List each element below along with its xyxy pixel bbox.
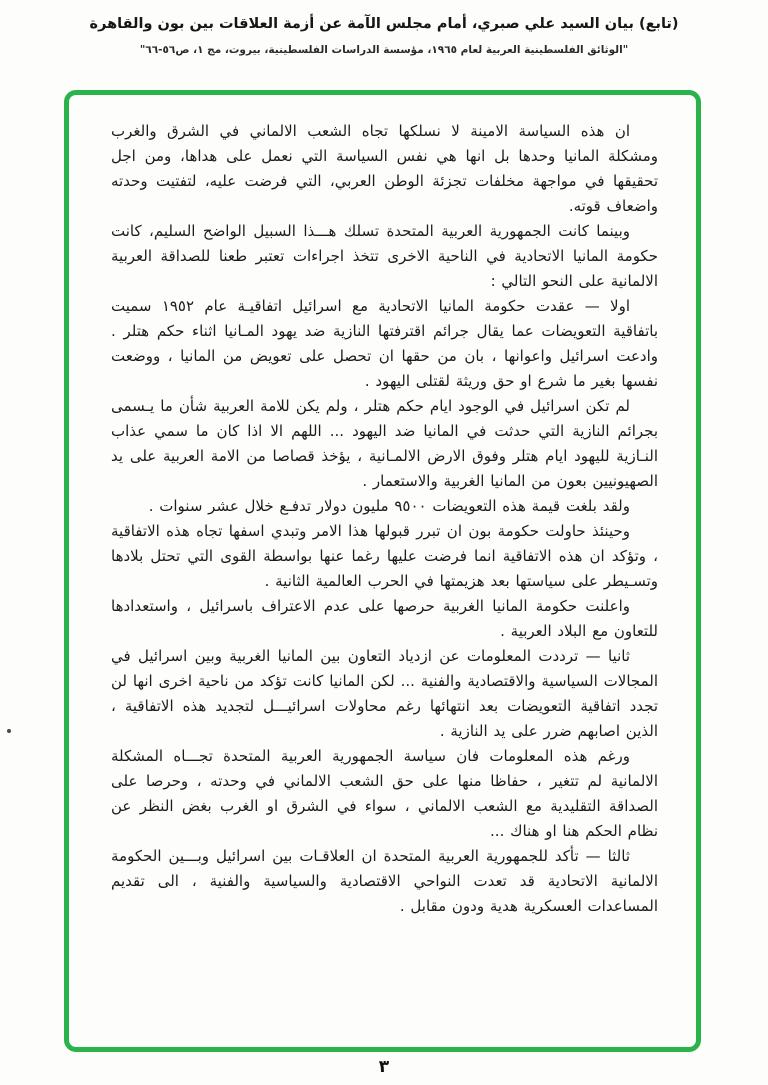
- document-header: [0, 16, 768, 56]
- header-title: (تابع) بيان السيد علي صبري، أمام مجلس الآمة عن أزمة العلاقات بين بون والقاهرة: [89, 16, 679, 32]
- paragraph: واعلنت حكومة المانيا الغربية حرصها على عدم الاعتراف باسرائيل ، واستعدادها للتعاون مع البلاد العربية .: [111, 597, 658, 640]
- paragraph: ثانيا — ترددت المعلومات عن ازدياد التعاون بين المانيا الغربية وبين اسرائيل في المجالات السياسية والاقتصادية والفنية ... لكن المانيا كانت تؤكد من ناحية اخرى انها لن تجدد اتفاقية التعويضات بعد انتهائها رغم محاولات اسرائيـــل لتجديد هذه الاتفاقية ، الذين اصابهم ضرر على يد النازية .: [111, 647, 658, 740]
- header-source-citation: "الوثائق الفلسطينية العربية لعام ١٩٦٥، مؤسسة الدراسات الفلسطينية، بيروت، مج ١، ص٥٦-٦٦": [139, 44, 629, 56]
- paragraph: اولا — عقدت حكومة المانيا الاتحادية مع اسرائيل اتفاقيـة عام ١٩٥٢ سميت باتفاقية التعويضات عما يقال جرائم اقترفتها النازية ضد يهود المـانيا اثناء حكم هتلر . وادعت اسرائيل واعوانها ، بان من حقها ان تحصل على تعويض من المانيا ، ووضعت نفسها بغير ما شرع او حق وريثة لقتلى اليهود .: [111, 297, 658, 390]
- scan-speck: [7, 729, 11, 733]
- paragraph: ثالثا — تأكد للجمهورية العربية المتحدة ان العلاقـات بين اسرائيل وبـــين الحكومة الالمانية الاتحادية قد تعدت النواحي الاقتصادية والسياسية والفنية ، الى تقديم المساعدات العسكرية هدية ودون مقابل .: [111, 847, 658, 915]
- paragraph: ورغم هذه المعلومات فان سياسة الجمهورية العربية المتحدة تجـــاه المشكلة الالمانية لم تتغير ، حفاظا منها على حق الشعب الالماني في وحدته ، وحرصا على الصداقة التقليدية مع الشعب الالماني ، سواء في الشرق او الغرب بغض النظر عن نظام الحكم هنا او هناك ...: [111, 747, 658, 840]
- paragraph: وحينئذ حاولت حكومة بون ان تبرر قبولها هذا الامر وتبدي اسفها تجاه هذه الاتفاقية ، وتؤكد ان هذه الاتفاقية انما فرضت عليها رغما عنها بواسطة القوى التي تحتل بلادها وتسـيطر على سياستها بعد هزيمتها في الحرب العالمية الثانية .: [111, 522, 658, 590]
- paragraph: لم تكن اسرائيل في الوجود ايام حكم هتلر ، ولم يكن للامة العربية شأن ما يـسمى بجرائم النازية التي حدثت في المانيا ضد اليهود ... اللهم الا اذا كان ما سمي عذاب النـازية لليهود ايام هتلر وفوق الارض الالمـانية ، يؤخذ قصاصا من الامة العربية على يد الصهيونيين بعون من المانيا الغربية والاستعمار .: [111, 397, 658, 490]
- paragraph: وبينما كانت الجمهورية العربية المتحدة تسلك هـــذا السبيل الواضح السليم، كانت حكومة المانيا الاتحادية في الناحية الاخرى تتخذ اجراءات تعتبر طعنا للصداقة العربية الالمانية على النحو التالي :: [111, 222, 658, 290]
- green-border-frame: [64, 90, 701, 1052]
- paragraph: ولقد بلغت قيمة هذه التعويضات ٩٥٠٠ مليون دولار تدفـع خلال عشر سنوات .: [148, 497, 630, 515]
- page-number: ٣: [378, 1057, 390, 1077]
- paragraph: ان هذه السياسة الامينة لا نسلكها تجاه الشعب الالماني في الشرق والغرب ومشكلة المانيا وحدها بل انها هي نفس السياسة التي نعمل على هداها، ومن اجل تحقيقها في مواجهة مخلفات تجزئة الوطن العربي، التي فرضت عليه، لتفتيت وحدته واضعاف قوته.: [111, 122, 658, 215]
- document-body-text: [69, 95, 696, 919]
